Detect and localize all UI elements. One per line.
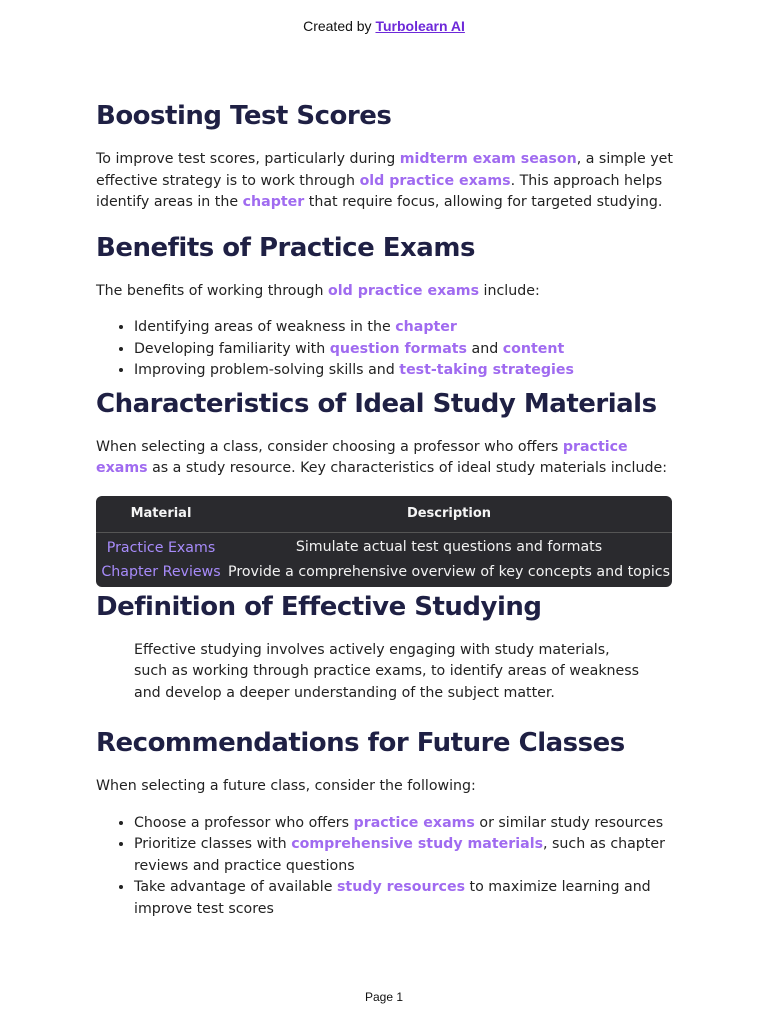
description-cell: Simulate actual test questions and formats	[295, 539, 603, 555]
table-header-row	[96, 496, 672, 533]
highlight-term: content	[502, 340, 565, 357]
recommendations-intro: When selecting a future class, consider the following:	[96, 778, 476, 794]
material-cell: Practice Exams	[106, 539, 216, 556]
page-number: Page 1	[364, 990, 404, 1004]
created-by-label: Created by	[303, 18, 376, 34]
list-item: • Prioritize classes with comprehensive study materials, such as chapter reviews and practice questions	[134, 834, 676, 877]
highlight-term: midterm exam season	[399, 151, 577, 167]
description-cell: Provide a comprehensive overview of key concepts and topics	[228, 564, 670, 580]
table-row	[96, 560, 672, 587]
list-item: • Take advantage of available study resources to maximize learning and improve test scores	[134, 877, 676, 920]
document-body	[96, 96, 676, 920]
highlight-term: comprehensive study materials	[291, 836, 544, 852]
material-cell: Chapter Reviews	[101, 563, 221, 580]
heading-definition: Definition of Effective Studying	[96, 591, 542, 622]
heading-recommendations: Recommendations for Future Classes	[96, 728, 625, 758]
heading-benefits: Benefits of Practice Exams	[96, 232, 475, 263]
page-header	[0, 18, 768, 34]
list-item: • Identifying areas of weakness in the chapter	[134, 317, 676, 339]
highlight-term: practice exams	[96, 438, 628, 476]
benefits-list	[96, 317, 676, 382]
list-item: • Improving problem-solving skills and test-taking strategies	[134, 360, 676, 382]
column-header-material: Material	[96, 496, 226, 533]
boosting-paragraph: To improve test scores, particularly during midterm exam season, a simple yet effective strategy is to work through old practice exams. This approach helps identify areas in the chapter that require focus, allowing for targeted studying.	[96, 151, 673, 210]
benefits-intro: The benefits of working through old practice exams include:	[96, 282, 540, 299]
list-item: • Developing familiarity with question formats and content	[134, 339, 676, 361]
table-row	[96, 533, 672, 560]
definition-quote: Effective studying involves actively engaging with study materials, such as working through practice exams, to identify areas of weakness and develop a deeper understanding of the subject matter.	[134, 641, 640, 701]
heading-materials: Characteristics of Ideal Study Materials	[96, 388, 657, 419]
recommendations-list	[96, 813, 676, 921]
highlight-term: study resources	[336, 879, 466, 895]
materials-paragraph: When selecting a class, consider choosing a professor who offers practice exams as a study resource. Key characteristics of ideal study materials include:	[96, 438, 668, 476]
materials-table	[96, 496, 672, 587]
highlight-term: practice exams	[353, 814, 475, 831]
column-header-description: Description	[226, 496, 672, 533]
highlight-term: chapter	[395, 319, 457, 335]
list-item: • Choose a professor who offers practice exams or similar study resources	[134, 813, 676, 835]
highlight-term: old practice exams	[327, 282, 480, 299]
highlight-term: chapter	[242, 194, 305, 210]
highlight-term: test-taking strategies	[399, 362, 574, 378]
highlight-term: question formats	[329, 340, 468, 357]
heading-boosting: Boosting Test Scores	[96, 101, 392, 131]
turbolearn-link[interactable]: Turbolearn AI	[375, 18, 465, 34]
highlight-term: old practice exams	[359, 172, 511, 189]
